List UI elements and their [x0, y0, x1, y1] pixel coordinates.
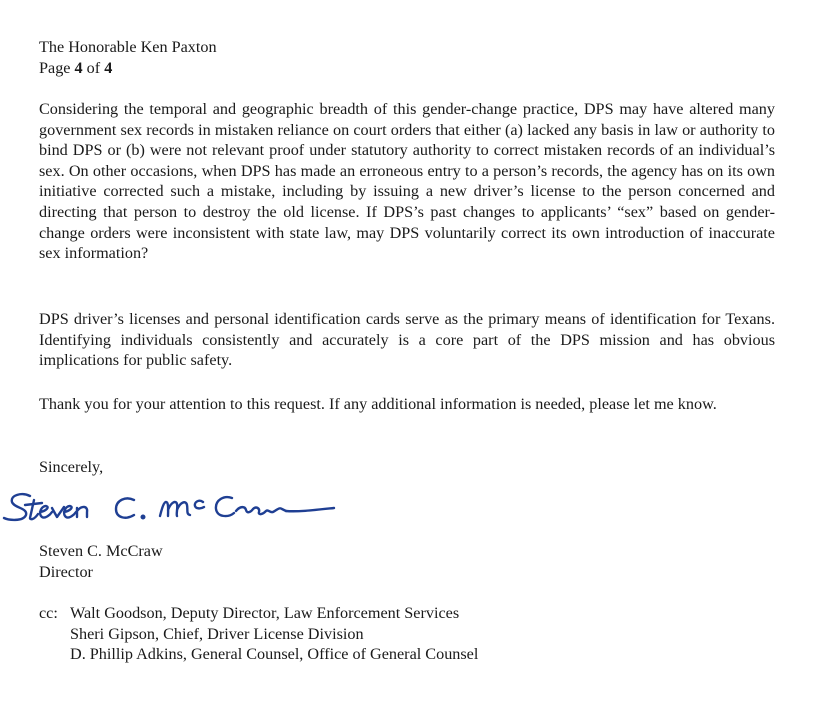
signatory-name: Steven C. McCraw	[39, 542, 163, 560]
cc-list	[70, 603, 478, 665]
cc-recipient: D. Phillip Adkins, General Counsel, Office of General Counsel	[70, 645, 479, 664]
cc-label: cc:	[39, 604, 58, 622]
page-number	[39, 58, 217, 79]
letter-header	[39, 37, 217, 78]
body-paragraph-1: Considering the temporal and geographic breadth of this gender-change practice, DPS may have altered many government sex records in mistaken reliance on court orders that either (a) lacked any basis in law or authority to bind DPS or (b) were not relevant proof under statutory authority to correct mistaken records of an individual’s sex. On other occasions, when DPS has made an erroneous entry to a person’s records, the agency has on its own initiative corrected such a mistake, including by issuing a new driver’s license to the person concerned and directing that person to destroy the old license. If DPS’s past changes to applicants’ “sex” based on gender-change orders were inconsistent with state law, may DPS voluntarily correct its own introduction of inaccurate sex information?	[39, 100, 775, 263]
closing-salutation: Sincerely,	[39, 458, 104, 476]
addressee: The Honorable Ken Paxton	[39, 38, 217, 56]
handwritten-signature	[0, 478, 340, 548]
signatory-title: Director	[39, 562, 93, 581]
body-paragraph-2: DPS driver’s licenses and personal identification cards serve as the primary means of identification for Texans. Identifying individuals consistently and accurately is a core part of the DPS mission and has obvious implications for public safety.	[39, 310, 775, 370]
page-prefix: Page	[39, 58, 75, 77]
cc-recipient: Sheri Gipson, Chief, Driver License Division	[70, 624, 364, 643]
page-current: 4	[74, 58, 83, 77]
page-total: 4	[104, 58, 113, 77]
cc-recipient: Walt Goodson, Deputy Director, Law Enforcement Services	[70, 604, 460, 622]
signatory-block	[39, 541, 163, 582]
body-paragraph-3: Thank you for your attention to this request. If any additional information is needed, please let me know.	[39, 395, 717, 413]
page-of: of	[82, 58, 105, 77]
